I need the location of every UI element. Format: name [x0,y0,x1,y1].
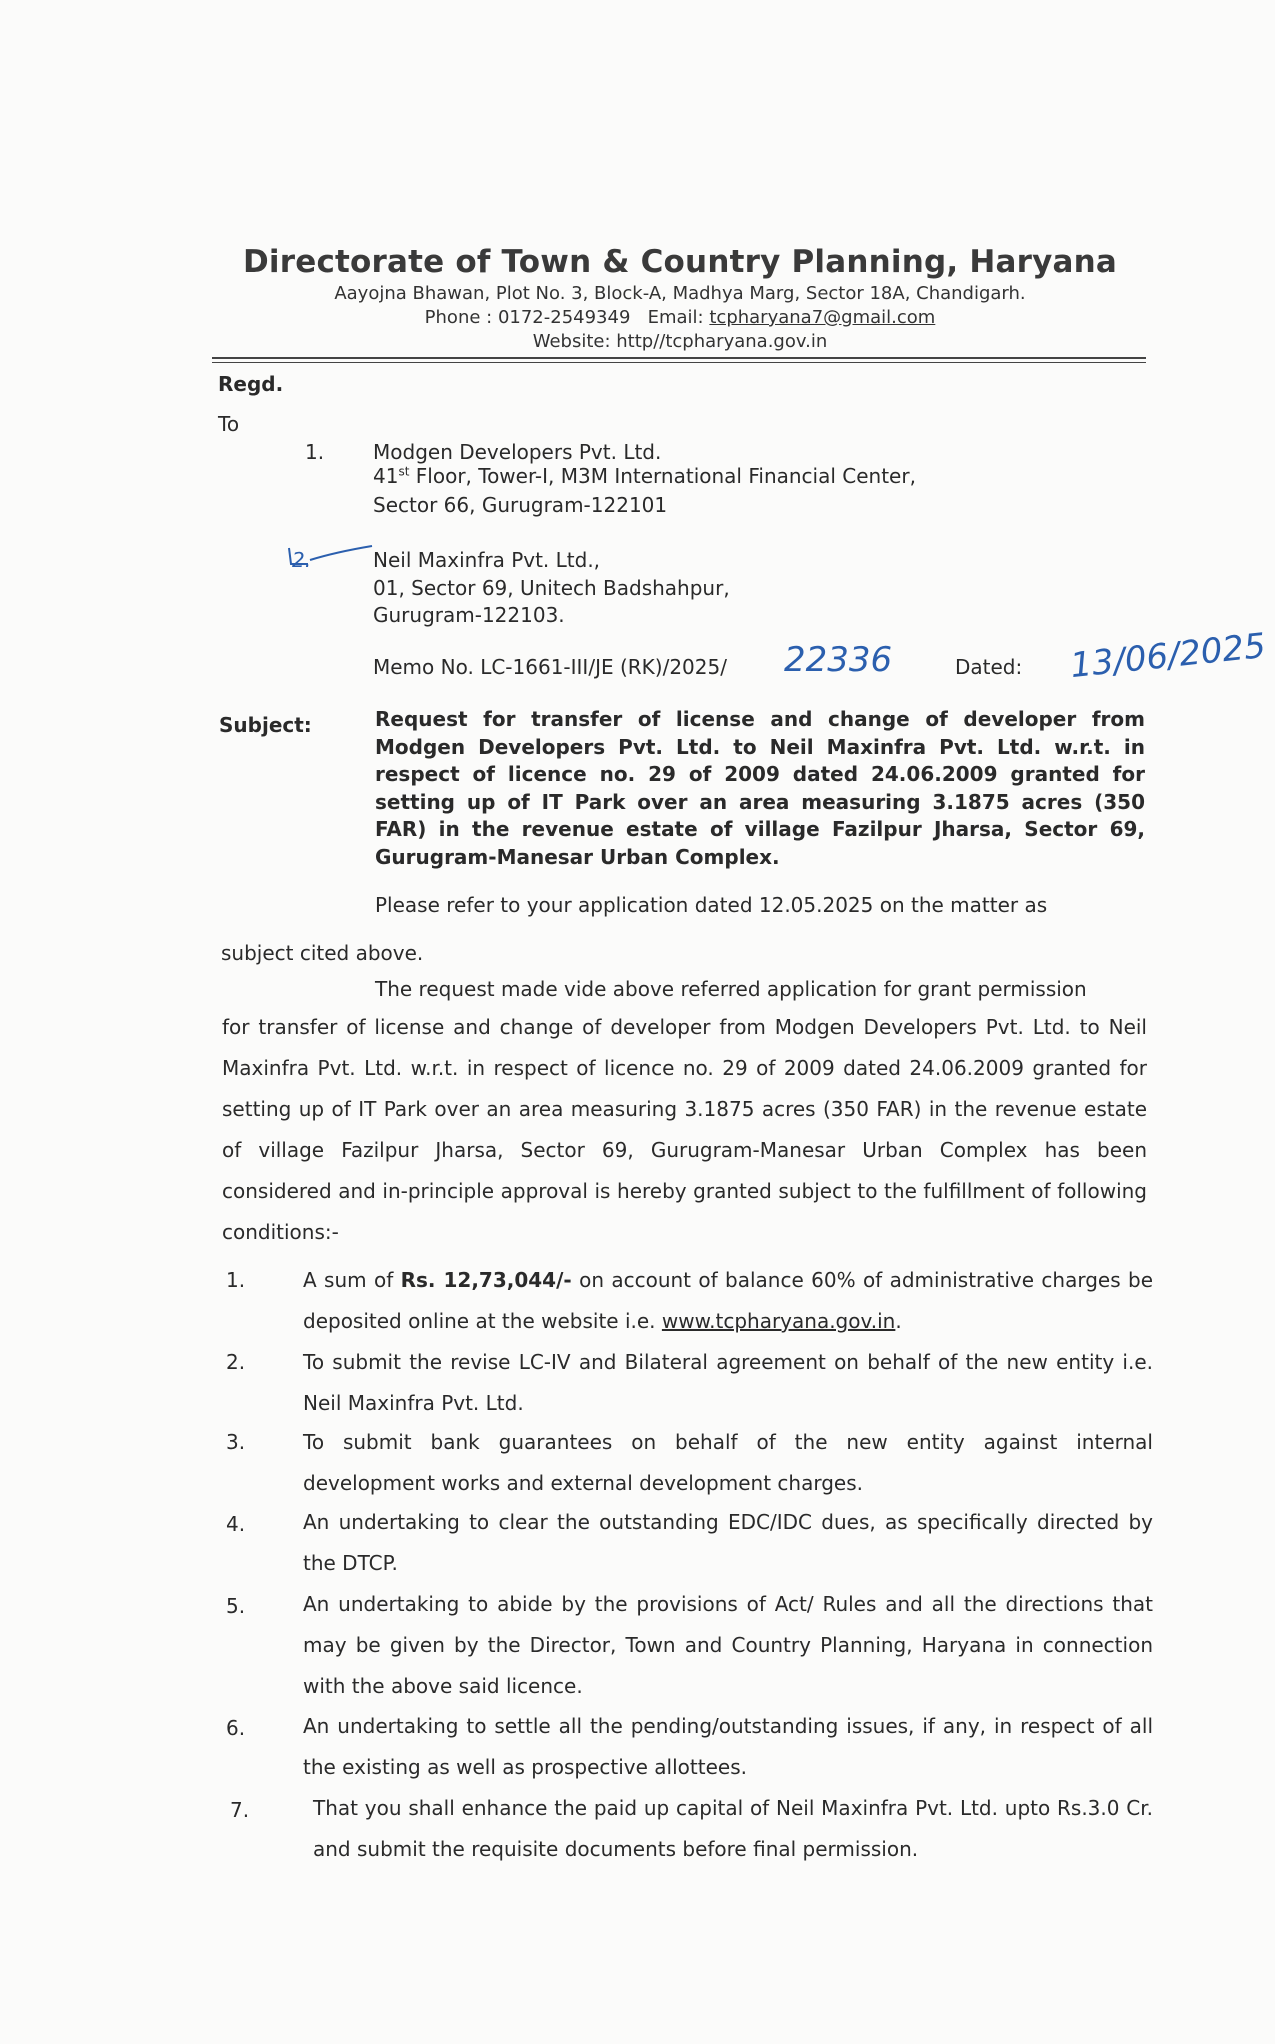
condition-5-number: 5. [226,1594,246,1618]
condition-6-number: 6. [226,1716,246,1740]
condition-2-number: 2. [226,1350,246,1374]
condition-3-text: To submit bank guarantees on behalf of the new entity against internal development works and external development charges. [303,1430,1153,1495]
condition-1-text: A sum of Rs. 12,73,044/- on account of balance 60% of administrative charges be deposited online at the website i.e. www.tcpharyana.gov.in. [303,1268,1154,1333]
condition-4-text: An undertaking to clear the outstanding EDC/IDC dues, as specifically directed by the DTCP. [303,1510,1153,1575]
condition-7-number: 7. [230,1798,250,1822]
condition-2-text: To submit the revise LC-IV and Bilateral agreement on behalf of the new entity i.e. Neil Maxinfra Pvt. Ltd. [303,1350,1153,1415]
memo-label: Memo No. LC-1661-III/JE (RK)/2025/ [373,655,727,679]
recipient-1-line-1: Modgen Developers Pvt. Ltd. [373,440,662,464]
condition-1-amount: Rs. 12,73,044/- [400,1268,572,1292]
memo-number-handwritten: 22336 [784,640,893,680]
condition-4-number: 4. [226,1512,246,1536]
header-email-link[interactable]: tcpharyana7@gmail.com [709,307,936,328]
recipient-2-line-3: Gurugram-122103. [373,603,565,627]
to-label: To [218,412,240,436]
paragraph-1-first-line: Please refer to your application dated 12.05.2025 on the matter as [375,893,1048,917]
website-link[interactable]: www.tcpharyana.gov.in [661,1309,896,1333]
header-rule-thin [212,362,1146,363]
condition-6-text: An undertaking to settle all the pending/outstanding issues, if any, in respect of all the existing as well as prospective allottees. [303,1714,1153,1779]
dated-label: Dated: [955,655,1023,679]
header-rule [212,357,1146,359]
header-email-label: Email: [647,307,704,328]
condition-3-number: 3. [226,1430,246,1454]
header-contact [0,307,1275,328]
recipient-1-line-3: Sector 66, Gurugram-122101 [373,493,668,517]
header-address: Aayojna Bhawan, Plot No. 3, Block-A, Madhya Marg, Sector 18A, Chandigarh. [334,283,1026,304]
header-title: Directorate of Town & Country Planning, Haryana [242,244,1118,280]
condition-7-text: That you shall enhance the paid up capital of Neil Maxinfra Pvt. Ltd. upto Rs.3.0 Cr. and submit the requisite documents before final permission. [313,1796,1153,1861]
header-website: Website: http//tcpharyana.gov.in [532,331,828,352]
recipient-2-line-1: Neil Maxinfra Pvt. Ltd., [373,548,601,572]
paragraph-1-rest: subject cited above. [221,941,424,965]
recipient-1-number: 1. [305,440,325,464]
handwritten-stroke-icon [286,540,376,572]
subject-label: Subject: [219,713,312,737]
paragraph-2-rest: for transfer of license and change of developer from Modgen Developers Pvt. Ltd. to Neil Maxinfra Pvt. Ltd. w.r.t. in respect of licence no. 29 of 2009 dated 24.06.2009 granted for setting up of IT Park over an area measuring 3.1875 acres (350 FAR) in the revenue estate of village Fazilpur Jharsa, Sector 69, Gurugram-Manesar Urban Complex has been considered and in-principle approval is hereby granted subject to the fulfillment of following conditions:- [222,1015,1147,1244]
recipient-2-line-2: 01, Sector 69, Unitech Badshahpur, [373,576,730,600]
header-phone: Phone : 0172-2549349 [424,307,631,328]
condition-1-number: 1. [226,1268,246,1292]
recipient-1-line-2: 41st Floor, Tower-I, M3M International Financial Center, [373,464,916,488]
condition-5-text: An undertaking to abide by the provisions of Act/ Rules and all the directions that may be given by the Director, Town and Country Planning, Haryana in connection with the above said licence. [303,1592,1153,1698]
paragraph-2-first-line: The request made vide above referred application for grant permission [375,977,1087,1001]
recipient-2-number: 2. [292,548,312,572]
regd-label: Regd. [218,372,284,396]
subject-text: Request for transfer of license and change of developer from Modgen Developers Pvt. Ltd. to Neil Maxinfra Pvt. Ltd. w.r.t. in respect of licence no. 29 of 2009 dated 24.06.2009 granted for setting up of IT Park over an area measuring 3.1875 acres (350 FAR) in the revenue estate of village Fazilpur Jharsa, Sector 69, Gurugram-Manesar Urban Complex. [375,707,1145,869]
date-handwritten: 13/06/2025 [1068,625,1268,687]
